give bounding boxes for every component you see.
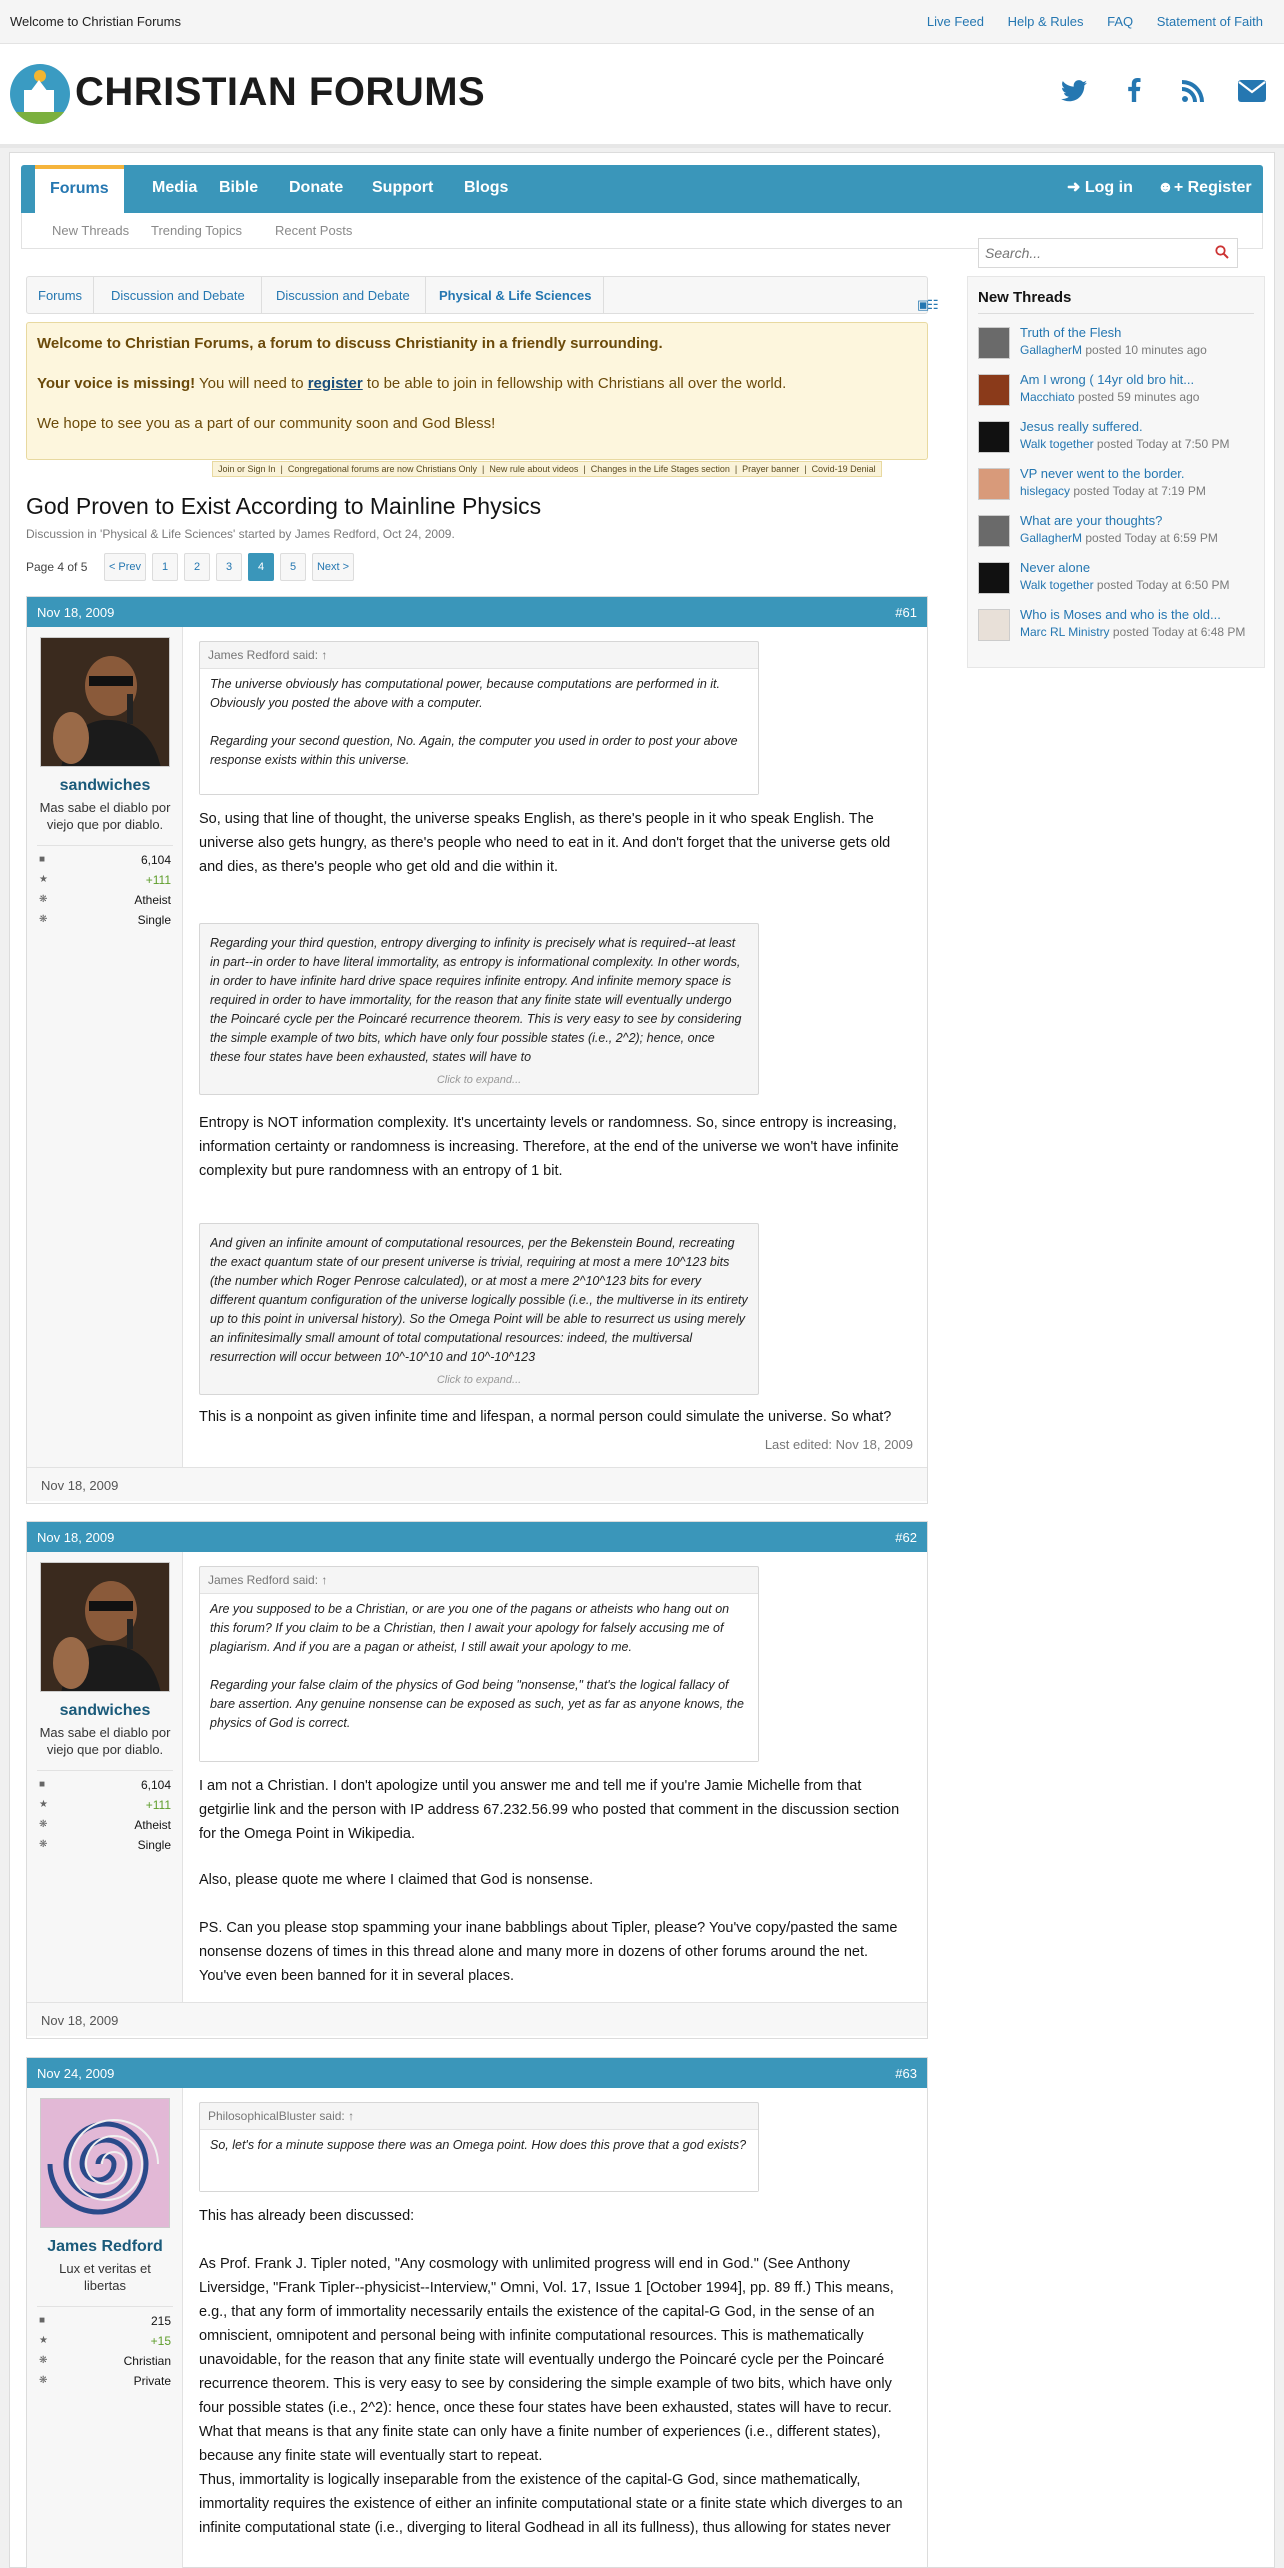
new-thread-item[interactable]: VP never went to the border. hislegacy posted Today at 7:19 PM	[978, 466, 1258, 506]
top-bar	[0, 0, 1284, 44]
breadcrumb	[26, 276, 939, 314]
post-date: Nov 18, 2009	[37, 1530, 115, 1545]
notice-line-2: Your voice is missing! You will need to register to be able to join in fellowship with Christians all over the world.	[37, 375, 787, 392]
post-text: Thus, immortality is logically inseparable from the existence of the capital-G God, since mathematically, immortality requires the existence of either an infinite computational state or a finite state which diverges to an infinite computational state (i.e., diverging to literal Godhead in all its fullness), thus allowing for states never	[199, 2472, 903, 2536]
thread-meta: Discussion in 'Physical & Life Sciences' started by James Redford, Oct 24, 2009.	[26, 527, 455, 541]
marital-value: Private	[133, 2374, 171, 2388]
tab-media[interactable]: Media	[152, 179, 198, 196]
sidebar-title: New Threads	[978, 289, 1072, 306]
post-number[interactable]: #62	[895, 1530, 917, 1545]
likes-count: +111	[145, 1798, 171, 1812]
facebook-icon[interactable]	[1120, 78, 1148, 109]
site-header	[0, 44, 1284, 148]
user-sidebar	[27, 2088, 183, 2568]
username[interactable]: sandwiches	[59, 1702, 151, 1719]
post-text: PS. Can you please stop spamming your inane babblings about Tipler, please? You've copy/pasted the same nonsense dozens of times in this thread alone and many more in dozens of other forums around the net. You've even been banned for it in several places.	[199, 1920, 898, 1984]
post	[26, 1521, 928, 2039]
post-footer	[27, 1467, 927, 1501]
quote-block	[199, 1566, 759, 1762]
quote-author[interactable]: James Redford said: ↑	[208, 648, 328, 662]
messages-count: 6,104	[140, 853, 171, 867]
user-plus-icon: ☻+	[1157, 179, 1188, 196]
current-page-button[interactable]: 4	[248, 553, 274, 581]
ticker-item[interactable]: Covid-19 Denial	[811, 464, 876, 474]
click-to-expand[interactable]: Click to expand...	[436, 1374, 522, 1386]
post-date: Nov 24, 2009	[37, 2066, 115, 2081]
post-text: I am not a Christian. I don't apologize until you answer me and tell me if you're Jamie Michelle from that getgirlie link and the person with IP address 67.232.56.99 who posted that comment in the discussion section for the Omega Point in Wikipedia.	[199, 1778, 900, 1842]
post-header	[27, 1522, 927, 1552]
quote-text: And given an infinite amount of computational resources, per the Bekenstein Bound, recreating the exact quantum state of our present universe is trivial, requiring at most a mere 10^123 bits (the number which Roger Penrose calculated), or at most a mere 2^10^123 bits for every different quantum configuration of the universe logically possible (i.e., the multiverse in its entirety up to this point in universal history). So the Omega Point will be able to resurrect us using merely an infinitesimally small amount of total computational resources: indeed, the multiversal resurrection will occur between 10^-10^10 and 10^-10^123	[210, 1236, 748, 1364]
new-thread-item[interactable]: Am I wrong ( 14yr old bro hit... Macchiato posted 59 minutes ago	[978, 372, 1258, 412]
logo-text[interactable]: CHRISTIAN FORUMS	[75, 70, 486, 114]
faq-link[interactable]: FAQ	[1107, 14, 1134, 29]
user-title: Lux et veritas et libertas	[59, 2261, 151, 2293]
star-icon: ★	[39, 2335, 48, 2346]
marital-value: Single	[137, 1838, 171, 1852]
new-threads-sidebar	[967, 276, 1265, 668]
subnav-recent-posts[interactable]: Recent Posts	[275, 223, 353, 238]
breadcrumb-discussion-and-debate-2[interactable]: Discussion and Debate	[276, 288, 410, 303]
notice-line-1: Welcome to Christian Forums, a forum to discuss Christianity in a friendly surrounding.	[37, 335, 663, 352]
thread-title-link[interactable]: Who is Moses and who is the old...	[1020, 607, 1221, 622]
thread-user[interactable]: Marc RL Ministry	[1020, 625, 1110, 639]
faith-value: Christian	[123, 2354, 171, 2368]
help-rules-link[interactable]: Help & Rules	[1007, 14, 1084, 29]
new-thread-item[interactable]: Truth of the Flesh GallagherM posted 10 minutes ago	[978, 325, 1258, 365]
post-footer	[27, 2002, 927, 2036]
post-number[interactable]: #63	[895, 2066, 917, 2081]
register-button[interactable]: ☻+ Register	[1157, 179, 1252, 196]
login-button[interactable]: ➜ Log in	[1067, 179, 1133, 196]
likes-count: +15	[150, 2334, 171, 2348]
star-icon: ★	[39, 1799, 48, 1810]
thread-title-link[interactable]: What are your thoughts?	[1020, 513, 1163, 528]
welcome-text: Welcome to Christian Forums	[10, 14, 181, 29]
user-title: Mas sabe el diablo por viejo que por diablo.	[39, 800, 171, 832]
footer-date: Nov 18, 2009	[41, 2013, 119, 2028]
username[interactable]: sandwiches	[59, 777, 151, 794]
footer-date: Nov 18, 2009	[41, 1478, 119, 1493]
faith-icon: ❋	[39, 1819, 48, 1830]
breadcrumb-discussion-and-debate-1[interactable]: Discussion and Debate	[111, 288, 245, 303]
tab-donate[interactable]: Donate	[289, 179, 344, 196]
ticker-item[interactable]: Changes in the Life Stages section	[590, 464, 730, 474]
quote-block	[199, 923, 759, 1095]
thread-user[interactable]: GallagherM	[1020, 343, 1083, 357]
login-icon: ➜	[1067, 179, 1085, 196]
faith-value: Atheist	[134, 893, 171, 907]
quote-text: So, let's for a minute suppose there was an Omega point. How does this prove that a god exists?	[200, 2129, 758, 2191]
avatar[interactable]	[40, 1562, 170, 1692]
star-icon: ★	[39, 874, 48, 885]
quote-block	[199, 641, 759, 795]
marital-icon: ❋	[39, 2375, 48, 2386]
thread-avatar[interactable]	[978, 609, 1010, 641]
twitter-icon[interactable]	[1060, 78, 1088, 109]
quote-block	[199, 1223, 759, 1395]
statement-of-faith-link[interactable]: Statement of Faith	[1156, 14, 1263, 29]
thread-title-link[interactable]: VP never went to the border.	[1020, 466, 1185, 481]
quote-text: Regarding your third question, entropy diverging to infinity is precisely what is required--at least in part--in order to have literal immortality, as entropy is informational complexity. In other words, in order to have infinite hard drive space requires infinite entropy. And infinite memory space is required in order to have immortality, for the reason that any finite state will eventually undergo the Poincaré cycle per the Poincaré recurrence theorem. This is very easy to see by considering the simple example of two bits, which have only four possible states (i.e., 2^2); hence, once these four states have been exhausted, states will have to	[210, 936, 742, 1064]
main-nav	[21, 165, 1263, 213]
messages-icon: ■	[39, 1779, 46, 1790]
search-box	[978, 238, 1238, 268]
last-edited: Last edited: Nov 18, 2009	[764, 1437, 913, 1452]
thread-user[interactable]: Walk together	[1020, 437, 1094, 451]
thread-title-link[interactable]: Truth of the Flesh	[1020, 325, 1122, 340]
post-text: As Prof. Frank J. Tipler noted, "Any cosmology with unlimited progress will end in God." (See Anthony Liversidge, "Frank Tipler--physicist--Interview," Omni, Vol. 17, Issue 1 [October 1994], pp. 89 ff.) This means, e.g., that any form of immortality necessarily entails the existence of the capital-G God, in the sense of an omniscient, omnipotent and personal being with infinite computational resources. This is mathematically unavoidable, for the reason that any finite state will eventually undergo the Poincaré cycle per the Poincaré recurrence theorem. This is very easy to see by considering the simple example of two bits, which have only four possible states (i.e., 2^2): hence, once these four states have been exhausted, states will have to recur. What that means is that any finite state can only have a finite number of experiences (i.e., different states), because any finite state will eventually start to repeat.	[199, 2256, 894, 2464]
quote-author[interactable]: PhilosophicalBluster said: ↑	[208, 2109, 355, 2123]
tab-forums[interactable]: Forums	[35, 165, 124, 213]
messages-icon: ■	[39, 854, 46, 865]
user-stats	[37, 2306, 173, 2391]
post-text: Entropy is NOT information complexity. It's uncertainty levels or randomness. So, since entropy is increasing, information certainty or randomness is increasing. Therefore, at the end of the universe we won't have infinite complexity but pure randomness with an entropy of 1 bit.	[199, 1115, 899, 1179]
user-sidebar	[27, 627, 183, 1467]
post-date: Nov 18, 2009	[37, 605, 115, 620]
notice-line-3: We hope to see you as a part of our community soon and God Bless!	[37, 415, 496, 432]
page-button[interactable]: 5	[280, 553, 306, 581]
avatar[interactable]	[40, 637, 170, 767]
ticker-item[interactable]: New rule about videos	[489, 464, 579, 474]
new-thread-item[interactable]: What are your thoughts? GallagherM posted Today at 6:59 PM	[978, 513, 1258, 553]
page-container	[9, 152, 1275, 2568]
ticker-item[interactable]: Join or Sign In	[218, 464, 276, 474]
page-label: Page 4 of 5	[26, 560, 88, 574]
new-thread-item[interactable]: Never alone Walk together posted Today at 6:50 PM	[978, 560, 1258, 600]
thread-user[interactable]: Walk together	[1020, 578, 1094, 592]
thread-avatar[interactable]	[978, 374, 1010, 406]
mail-icon[interactable]	[1238, 78, 1266, 109]
page-button[interactable]: 1	[152, 553, 178, 581]
welcome-notice	[26, 322, 928, 460]
page-button[interactable]: 2	[184, 553, 210, 581]
thread-user[interactable]: GallagherM	[1020, 531, 1083, 545]
live-feed-link[interactable]: Live Feed	[926, 14, 984, 29]
ticker-item[interactable]: Prayer banner	[742, 464, 800, 474]
post-header	[27, 597, 927, 627]
user-sidebar	[27, 1552, 183, 2002]
faith-value: Atheist	[134, 1818, 171, 1832]
messages-icon: ■	[39, 2315, 46, 2326]
search-input[interactable]	[985, 239, 1195, 267]
post-text: This has already been discussed:	[199, 2208, 415, 2224]
thread-avatar[interactable]	[978, 468, 1010, 500]
rss-icon[interactable]	[1179, 78, 1207, 109]
tab-blogs[interactable]: Blogs	[464, 179, 509, 196]
likes-count: +111	[145, 873, 171, 887]
post-header	[27, 2058, 927, 2088]
thread-title-link[interactable]: Am I wrong ( 14yr old bro hit...	[1020, 372, 1195, 387]
user-stats	[37, 845, 173, 930]
register-link[interactable]: register	[307, 375, 363, 392]
thread-avatar[interactable]	[978, 562, 1010, 594]
new-thread-item[interactable]: Jesus really suffered. Walk together posted Today at 7:50 PM	[978, 419, 1258, 459]
faith-icon: ❋	[39, 2355, 48, 2366]
thread-user[interactable]: hislegacy	[1020, 484, 1071, 498]
click-to-expand[interactable]: Click to expand...	[436, 1074, 522, 1086]
prev-page-button[interactable]: < Prev	[104, 553, 146, 581]
logo-icon[interactable]	[10, 64, 70, 124]
messages-count: 6,104	[140, 1778, 171, 1792]
thread-title-link[interactable]: Jesus really suffered.	[1020, 419, 1143, 434]
breadcrumb-physical-life-sciences[interactable]: Physical & Life Sciences	[439, 288, 592, 303]
post-text: Also, please quote me where I claimed that God is nonsense.	[199, 1872, 594, 1888]
subnav-new-threads[interactable]: New Threads	[52, 223, 130, 238]
thread-title-link[interactable]: Never alone	[1020, 560, 1091, 575]
breadcrumb-forums[interactable]: Forums	[38, 288, 83, 303]
marital-value: Single	[137, 913, 171, 927]
username[interactable]: James Redford	[47, 2238, 163, 2255]
quote-text: Are you supposed to be a Christian, or are you one of the pagans or atheists who hang out on this forum? If you claim to be a Christian, then I await your apology for falsely accusing me of plagiarism. And if you are a pagan or atheist, I still await your apology to me. Regarding your false claim of the physics of God being "nonsense," that's the logical fallacy of bare assertion. Any genuine nonsense can be exposed as such, yet as far as anyone knows, the physics of God is correct.	[200, 1593, 758, 1761]
post-text: So, using that line of thought, the universe speaks English, as there's people in it who speak English. The universe also gets hungry, as there's people who need to eat in it. And don't forget that the universe gets old and dies, as there's people who get old and die within it.	[199, 811, 891, 875]
sitemap-icon[interactable]: ☷	[927, 297, 939, 312]
announcement-ticker: Join or Sign In | Congregational forums are now Christians Only | New rule about videos | Changes in the Life Stages section | Prayer banner | Covid-19 Denial	[212, 461, 882, 477]
faith-icon: ❋	[39, 894, 48, 905]
marital-icon: ❋	[39, 914, 48, 925]
page-button[interactable]: 3	[216, 553, 242, 581]
thread-user[interactable]: Macchiato	[1020, 390, 1075, 404]
thread-title: God Proven to Exist According to Mainline Physics	[26, 493, 542, 519]
quote-block	[199, 2102, 759, 2192]
user-stats	[37, 1770, 173, 1855]
post	[26, 2057, 928, 2568]
subnav-trending-topics[interactable]: Trending Topics	[151, 223, 243, 238]
thread-avatar[interactable]	[978, 421, 1010, 453]
social-links	[1036, 78, 1266, 109]
messages-count: 215	[150, 2314, 171, 2328]
ticker-item[interactable]: Congregational forums are now Christians Only	[287, 464, 477, 474]
tab-support[interactable]: Support	[372, 179, 434, 196]
post	[26, 596, 928, 1504]
tab-bible[interactable]: Bible	[219, 179, 259, 196]
marital-icon: ❋	[39, 1839, 48, 1850]
new-thread-item[interactable]: Who is Moses and who is the old... Marc RL Ministry posted Today at 6:48 PM	[978, 607, 1258, 659]
top-links	[907, 14, 1263, 29]
avatar[interactable]	[40, 2098, 170, 2228]
thread-avatar[interactable]	[978, 327, 1010, 359]
quote-text: The universe obviously has computational power, because computations are performed in it. Obviously you posted the above with a computer. Regarding your second question, No. Again, the computer you used in order to post your above response exists within this universe.	[200, 668, 758, 794]
search-icon[interactable]	[1215, 245, 1229, 262]
post-text: This is a nonpoint as given infinite time and lifespan, a normal person could simulate the universe. So what?	[199, 1409, 892, 1425]
quote-author[interactable]: James Redford said: ↑	[208, 1573, 328, 1587]
post-number[interactable]: #61	[895, 605, 917, 620]
user-title: Mas sabe el diablo por viejo que por diablo.	[39, 1725, 171, 1757]
jump-icon[interactable]: ▣	[917, 297, 930, 312]
next-page-button[interactable]: Next >	[312, 553, 354, 581]
thread-avatar[interactable]	[978, 515, 1010, 547]
